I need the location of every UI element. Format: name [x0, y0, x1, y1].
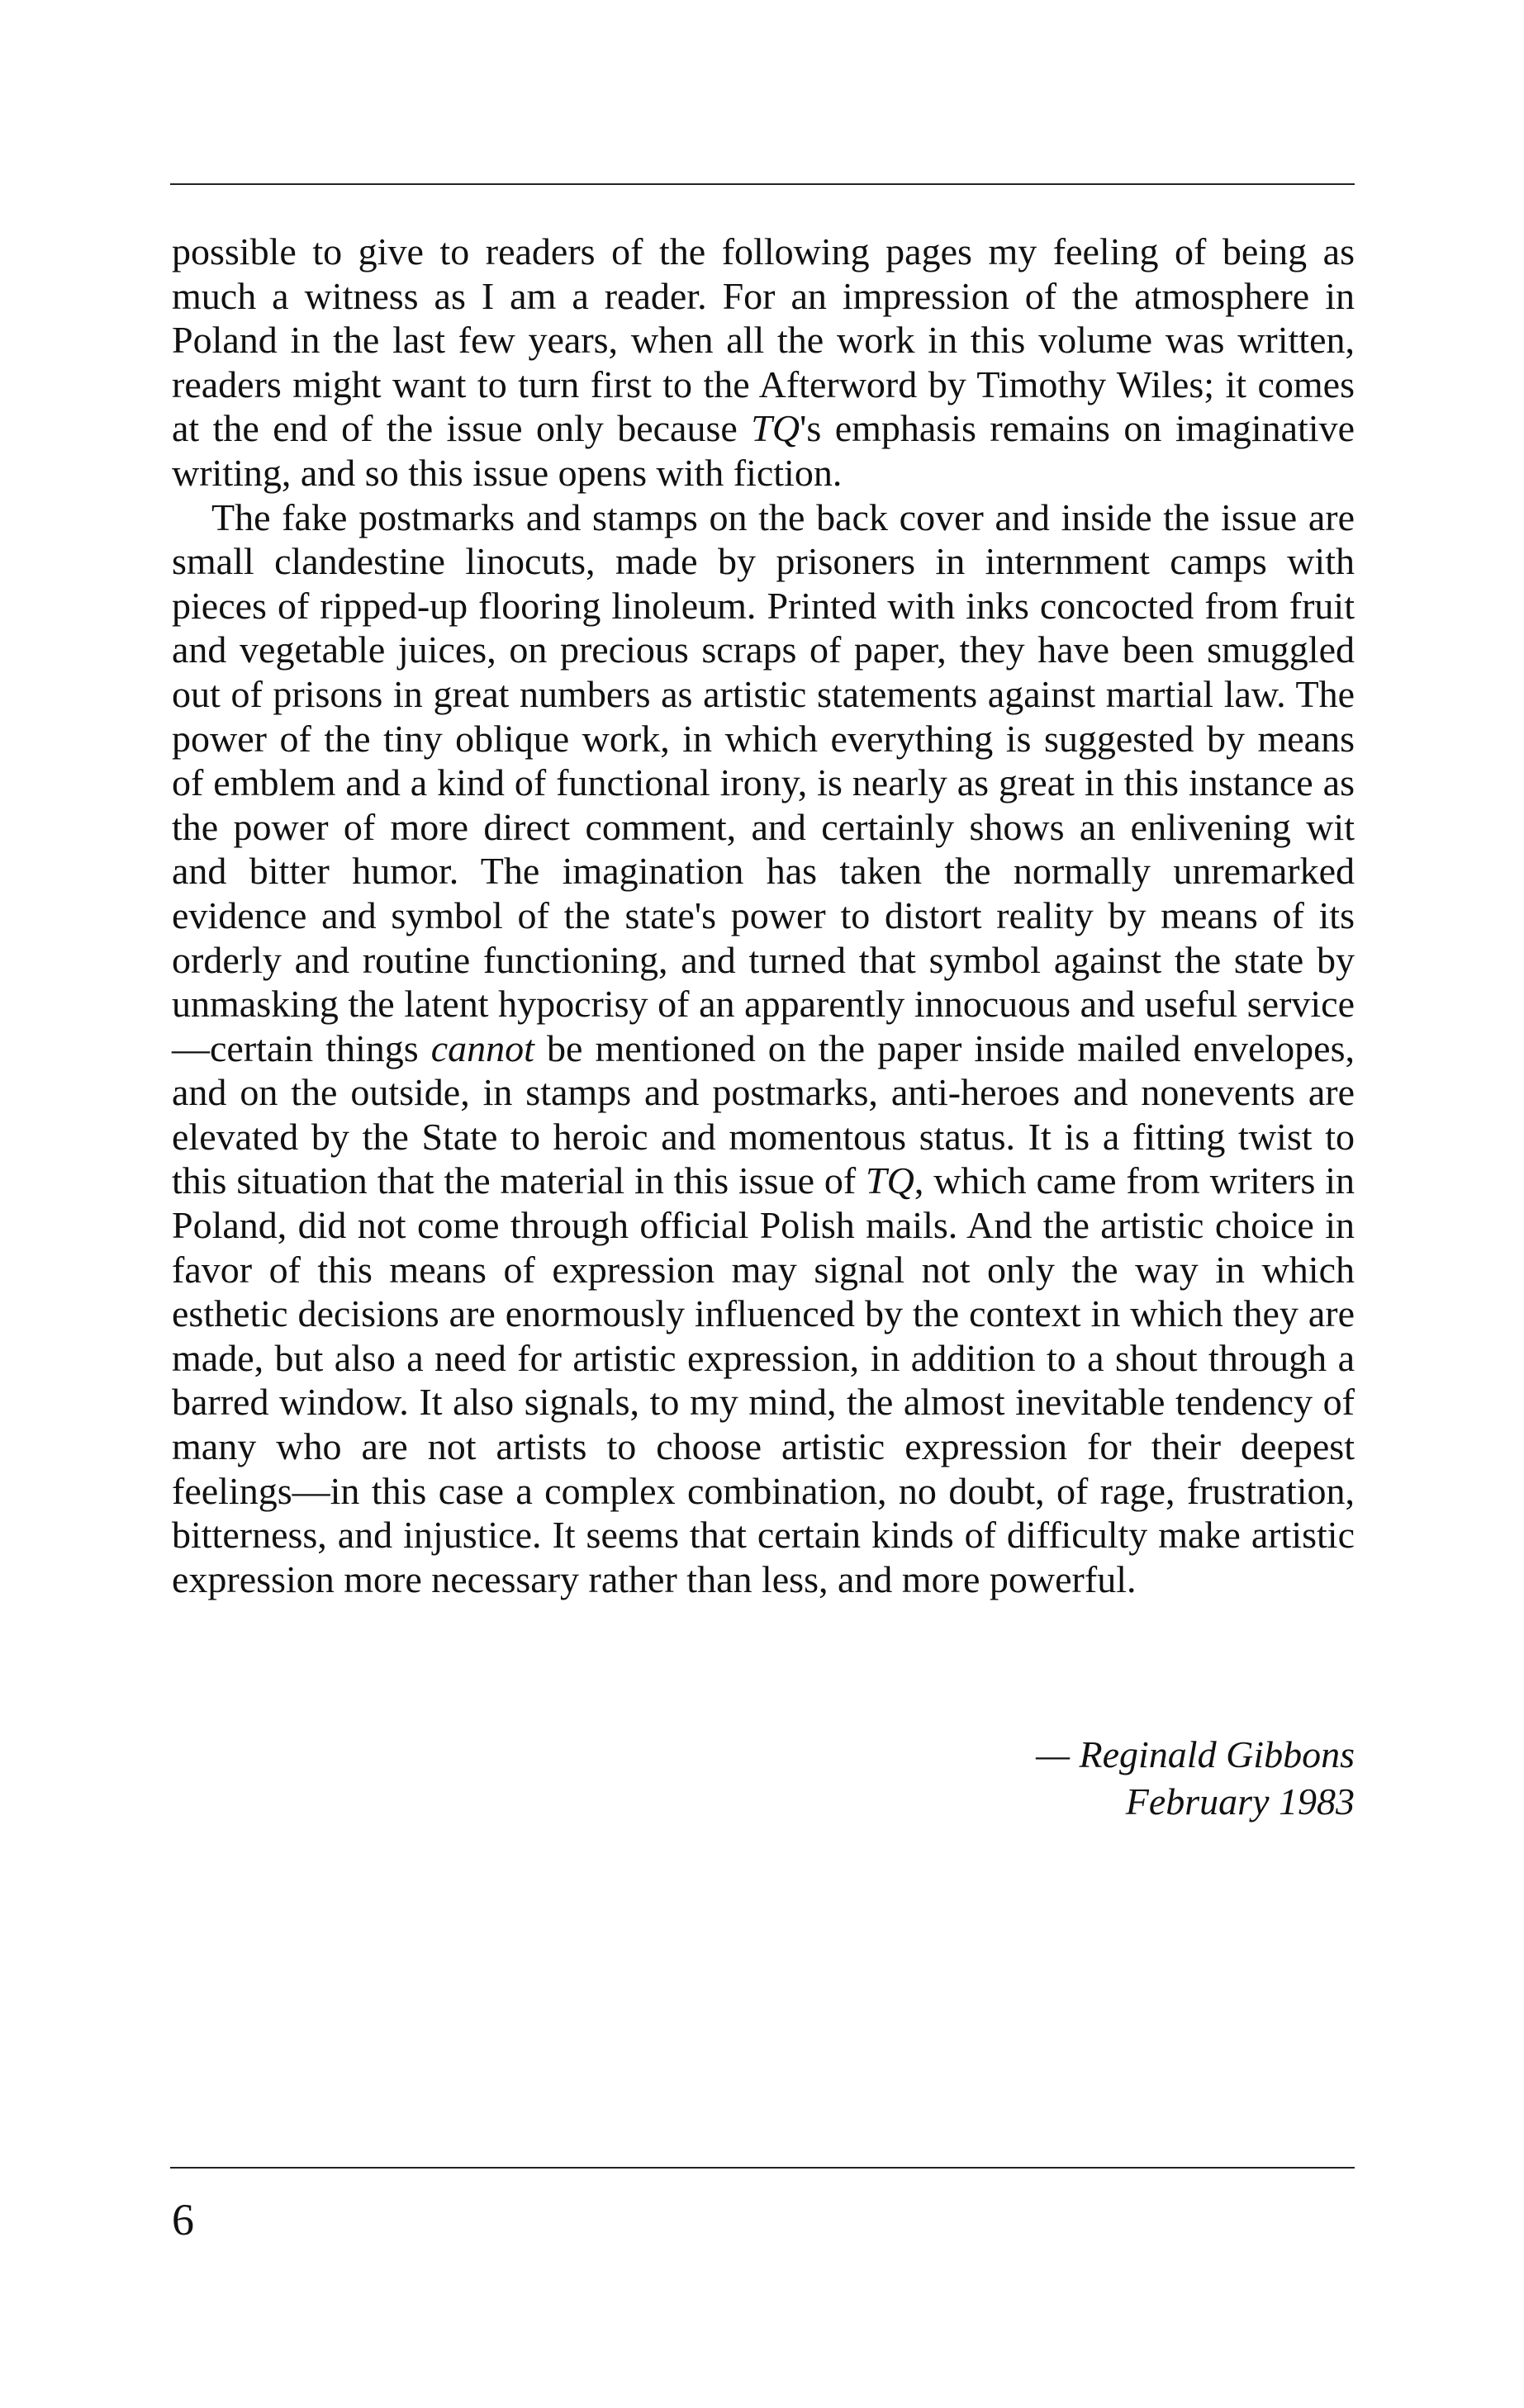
top-rule: [170, 183, 1355, 185]
page-number: 6: [172, 2195, 194, 2244]
signature-date: February 1983: [1125, 1780, 1355, 1823]
paragraph-1-text: possible to give to readers of the following pages my feeling of being as much a witness as I am a reader. For an impression of the atmosphere in Poland in the last few years, when all the work in this volume was written, readers might want to turn first to the Afterword by Timothy Wiles; it comes at the end of the issue only because: [172, 230, 1355, 450]
paragraph-1: [172, 230, 1355, 495]
journal-title-italic: TQ: [751, 407, 800, 450]
cannot-italic: cannot: [430, 1026, 534, 1069]
paragraph-2-text-middle: be mentioned on the paper inside mailed envelopes, and on the outside, in stamps and postmarks, anti-heroes and nonevents are elevated by the State to heroic and momentous status. It is a fitting twist to this situation that the material in this issue of: [172, 1026, 1355, 1202]
paragraph-2-text-end: , which came from writers in Poland, did not come through official Polish mails. And the artistic choice in favor of this means of expression may signal not only the way in which esthetic decisions are enormously influenced by the context in which they are made, but also a need for artistic expression, in addition to a shout through a barred window. It also signals, to my mind, the almost inevitable tendency of many who are not artists to choose artistic expression for their deepest feelings—in this case a complex combination, no doubt, of rage, frustration, bitterness, and injustice. It seems that certain kinds of difficulty make artistic expression more necessary rather than less, and more powerful.: [172, 1159, 1355, 1600]
journal-title-italic-2: TQ: [866, 1159, 914, 1202]
paragraph-1-text-end: 's emphasis remains on imaginative writing, and so this issue opens with fiction.: [172, 407, 1355, 494]
bottom-rule: [170, 2167, 1355, 2169]
paragraph-2-text: The fake postmarks and stamps on the back cover and inside the issue are small clandestine linocuts, made by prisoners in internment camps with pieces of ripped-up flooring linoleum. Printed with inks concocted from fruit and vegetable juices, on precious scraps of paper, they have been smuggled out of prisons in great numbers as artistic statements against martial law. The power of the tiny oblique work, in which everything is suggested by means of emblem and a kind of functional irony, is nearly as great in this instance as the power of more direct comment, and certainly shows an enlivening wit and bitter humor. The imagination has taken the normally unremarked evidence and symbol of the state's power to distort reality by means of its orderly and routine functioning, and turned that symbol against the state by unmasking the latent hypocrisy of an apparently innocuous and useful service—certain things: [172, 495, 1355, 1069]
signature-author: — Reginald Gibbons: [1036, 1733, 1355, 1775]
body-text: [172, 230, 1355, 1601]
paragraph-2: [172, 495, 1355, 1602]
signature-block: [1036, 1731, 1355, 1825]
